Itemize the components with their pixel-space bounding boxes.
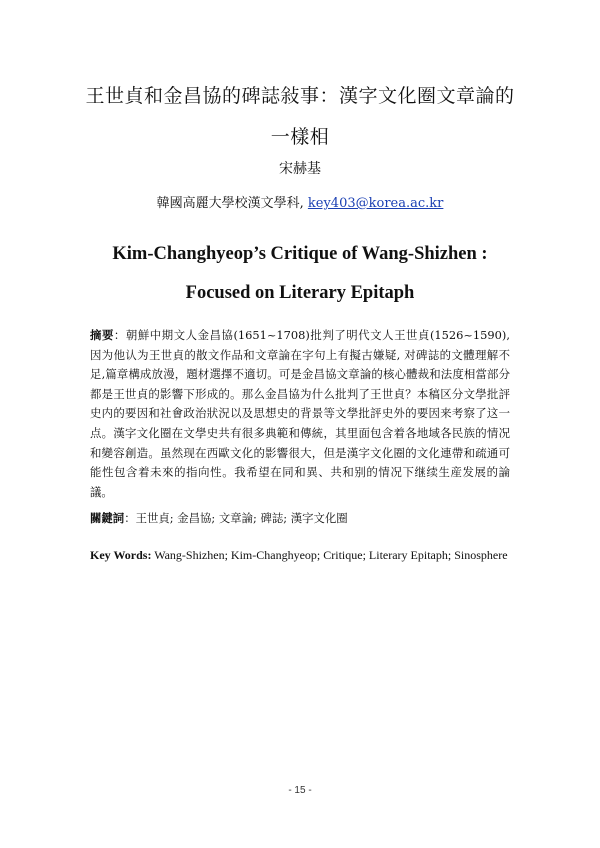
chinese-title-line-1: 王世貞和金昌協的碑誌敍事：漢字文化圈文章論的 xyxy=(85,85,515,107)
chinese-keywords xyxy=(90,510,510,526)
english-title-line-2: Focused on Literary Epitaph xyxy=(185,283,415,303)
abstract-label: 摘要 xyxy=(90,328,114,342)
english-keywords xyxy=(90,546,510,565)
author-name: 宋赫基 xyxy=(279,161,321,177)
english-title-line-1: Kim-Changhyeop’s Critique of Wang-Shizhen : xyxy=(112,244,488,264)
abstract-text: ：朝鮮中期文人金昌協(1651~1708)批判了明代文人王世貞(1526~1590), 因为他认为王世貞的散文作品和文章論在字句上有擬古嫌疑, 对碑誌的文體理解不足,篇章構成放漫，題材選擇不適切。可是金昌協文章論的核心體裁和法度相當部分都是王世貞的影響下形成的。那么金昌協为什么批判了王世貞？本稿区分文學批評史内的要因和社會政治狀況以及思想史的背景等文學批評史外的要因来考察了这一点。漢字文化圈在文學史共有很多典範和傳統，其里面包含着各地域各民族的情况和變容創造。虽然现在西歐文化的影響很大，但是漢字文化圈的文化連帶和疏通可能性包含着未來的指向性。我希望在同和異、共和别的情况下继续生産发展的論議。 xyxy=(90,328,510,499)
affiliation xyxy=(0,192,600,211)
abstract-paragraph xyxy=(90,326,510,502)
email-link[interactable]: key403@korea.ac.kr xyxy=(307,196,444,211)
chinese-keywords-label: 關鍵詞 xyxy=(90,511,125,525)
english-keywords-label: Key Words: xyxy=(90,548,152,562)
chinese-keywords-text: ：王世貞; 金昌協; 文章論; 碑誌; 漢字文化圈 xyxy=(124,511,348,525)
english-keywords-text: Wang-Shizhen; Kim-Changhyeop; Critique; Literary Epitaph; Sinosphere xyxy=(151,548,508,562)
chinese-title-line-2: 一樣相 xyxy=(270,126,330,148)
affiliation-text: 韓國高麗大學校漢文學科, xyxy=(156,196,308,211)
page-number: - 15 - xyxy=(288,785,312,796)
